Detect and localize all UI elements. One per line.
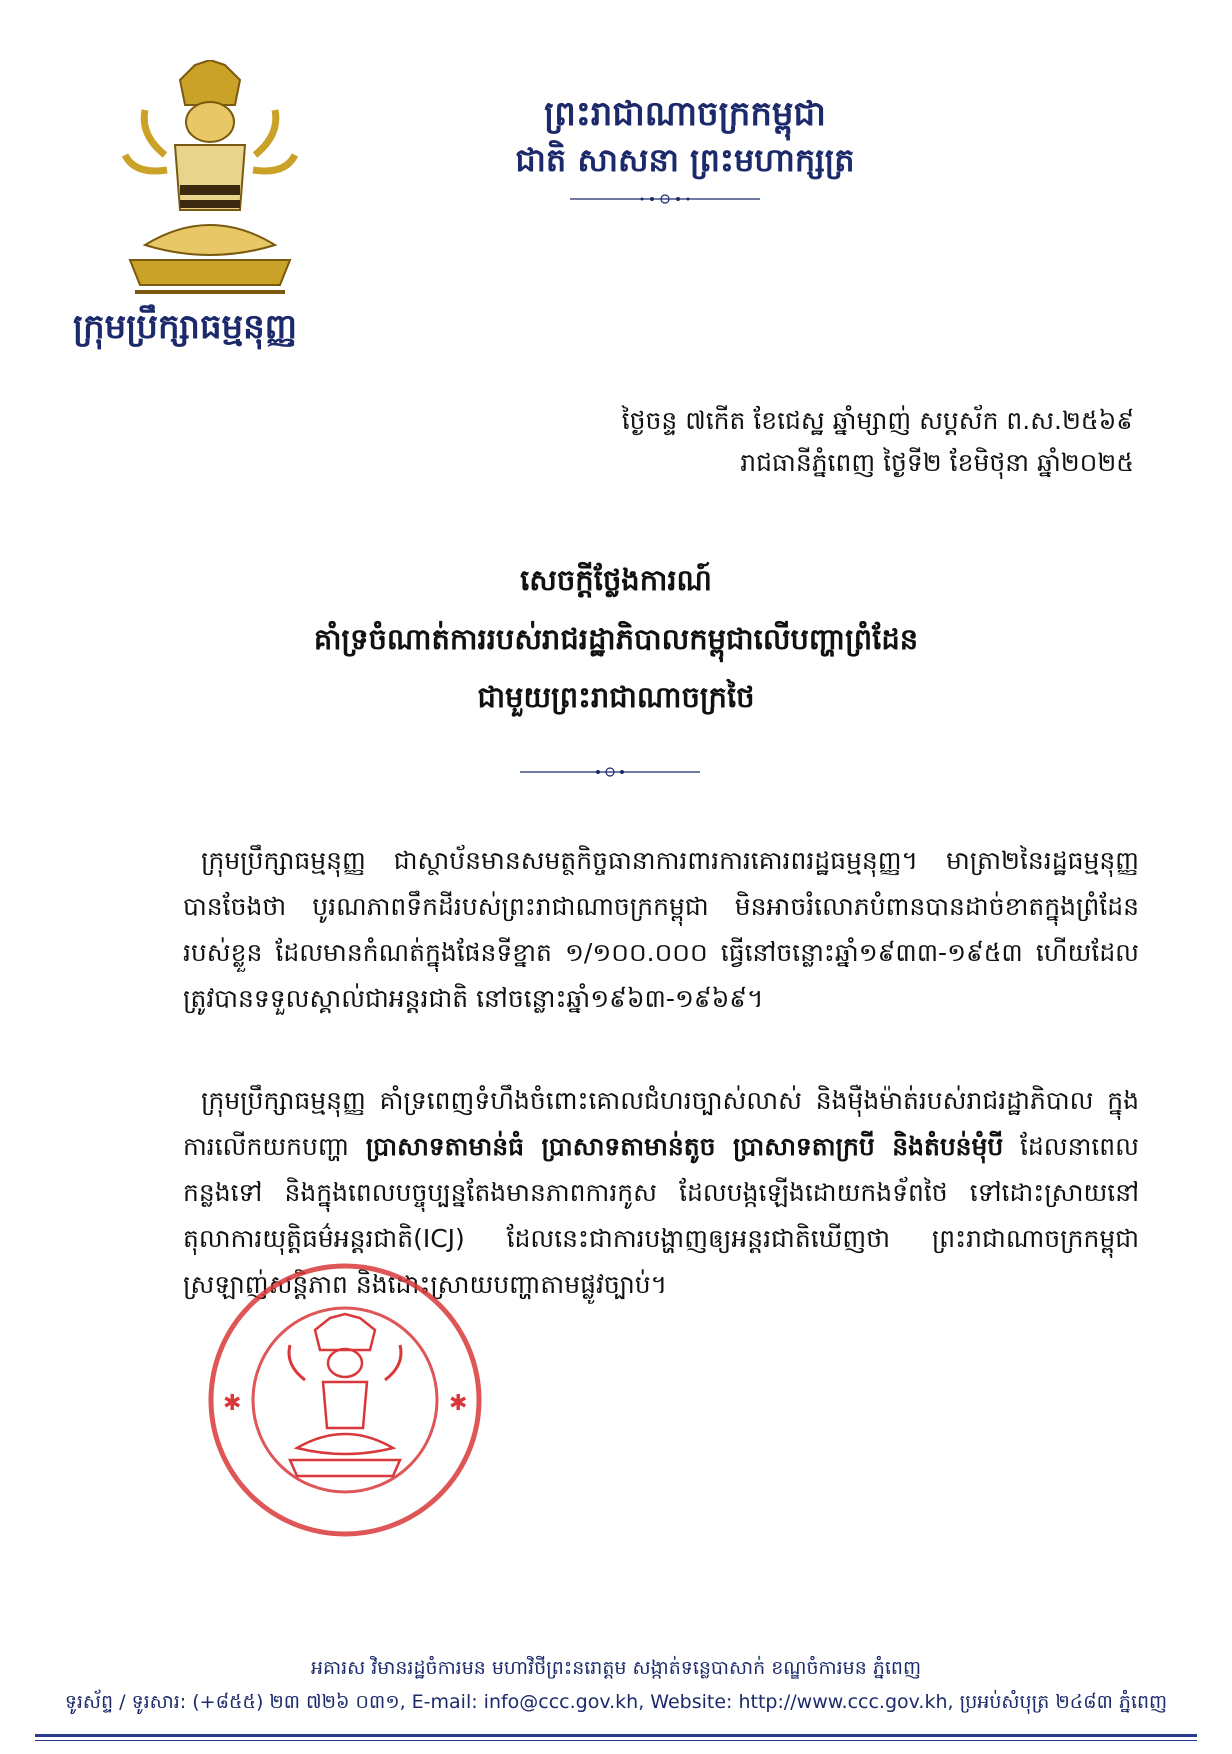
red-seal-stamp-icon <box>205 1260 485 1540</box>
lunar-date: ថ្ងៃចន្ទ ៧កើត ខែជេស្ឋ ឆ្នាំម្សាញ់ សប្តស័ក ព.ស.២៥៦៩ <box>621 406 1134 435</box>
official-seal <box>205 1260 485 1540</box>
national-motto: ជាតិ សាសនា ព្រះមហាក្សត្រ <box>515 141 855 179</box>
ornament-divider-icon <box>570 193 760 205</box>
title-ornament-icon <box>520 766 700 778</box>
council-name: ក្រុមប្រឹក្សាធម្មនុញ្ញ <box>72 307 298 347</box>
solar-date: រាជធានីភ្នំពេញ ថ្ងៃទី២ ខែមិថុនា ឆ្នាំ២០២៥ <box>740 448 1134 477</box>
document-date <box>622 400 1134 484</box>
svg-text:✱: ✱ <box>449 1391 468 1416</box>
paragraph-2-text-b: ដែលនាពេលកន្លងទៅ និងក្នុងពេលបច្ចុប្បន្នតែងមានភាពការកូស ដែលបង្កឡើងដោយកងទ័ពថៃ ទៅដោះស្រាយនៅតុលាការយុត្តិធម៌អន្តរជាតិ(ICJ) ដែលនេះជាការបង្ហាញឲ្យអន្តរជាតិឃើញថា ព្រះរាជាណាចក្រកម្ពុជា ស្រឡាញ់សន្តិភាព និងដោះស្រាយបញ្ហាតាមផ្លូវច្បាប់។ <box>183 1132 1139 1299</box>
footer-rule-thin <box>35 1740 1197 1741</box>
svg-text:✱: ✱ <box>223 1391 242 1416</box>
deity-emblem-icon <box>105 60 315 300</box>
kingdom-header <box>480 92 890 182</box>
footer-address: អគារស វិមានរដ្ឋចំការមន មហាវិថីព្រះនរោត្តម សង្កាត់ទន្លេបាសាក់ ខណ្ឌចំការមន ភ្នំពេញ <box>310 1657 922 1679</box>
paragraph-2-text-a: ក្រុមប្រឹក្សាធម្មនុញ្ញ គាំទ្រពេញទំហឹងចំពោះគោលជំហរច្បាស់លាស់ និងម៉ឺងម៉ាត់របស់រាជរដ្ឋាភិបាល ក្នុងការលើកយកបញ្ហា <box>183 1086 1139 1161</box>
footer-contact: ទូរស័ព្ទ / ទូរសារ: (+៨៥៥) ២៣ ៧២៦ ០៣១, E-mail: info@ccc.gov.kh, Website: http://www.ccc.gov.kh, ប្រអប់សំបុត្រ ២៤៨៣ ភ្នំពេញ <box>64 1691 1168 1713</box>
statement-title: សេចក្តីថ្លែងការណ៍ <box>520 563 712 597</box>
statement-subtitle-line1: គាំទ្រចំណាត់ការរបស់រាជរដ្ឋាភិបាលកម្ពុជាលើបញ្ហាព្រំដែន <box>313 622 919 656</box>
paragraph-2-bold-temples: ប្រាសាទតាមាន់ធំ ប្រាសាទតាមាន់តូច ប្រាសាទតាក្របី និងតំបន់មុំបី <box>365 1132 1004 1161</box>
paragraph-1-text: ក្រុមប្រឹក្សាធម្មនុញ្ញ ជាស្ថាប័នមានសមត្ថកិច្ចធានាការពារការគោរពរដ្ឋធម្មនុញ្ញ។ មាត្រា២នៃរដ្ឋធម្មនុញ្ញ បានចែងថា បូរណភាពទឹកដីរបស់ព្រះរាជាណាចក្រកម្ពុជា មិនអាចរំលោភបំពានបានដាច់ខាតក្នុងព្រំដែនរបស់ខ្លួន ដែលមានកំណត់ក្នុងផែនទីខ្នាត ១/១០០.០០០ ធ្វើនៅចន្លោះឆ្នាំ១៩៣៣-១៩៥៣ ហើយដែលត្រូវបានទទួលស្គាល់ជាអន្តរជាតិ នៅចន្លោះឆ្នាំ១៩៦៣-១៩៦៩។ <box>183 846 1139 1013</box>
footer-rule <box>35 1734 1197 1737</box>
kingdom-title: ព្រះរាជាណាចក្រកម្ពុជា <box>544 94 826 134</box>
statement-subtitle-line2: ជាមួយព្រះរាជាណាចក្រថៃ <box>477 680 755 714</box>
body-paragraph-1 <box>183 838 1139 1022</box>
